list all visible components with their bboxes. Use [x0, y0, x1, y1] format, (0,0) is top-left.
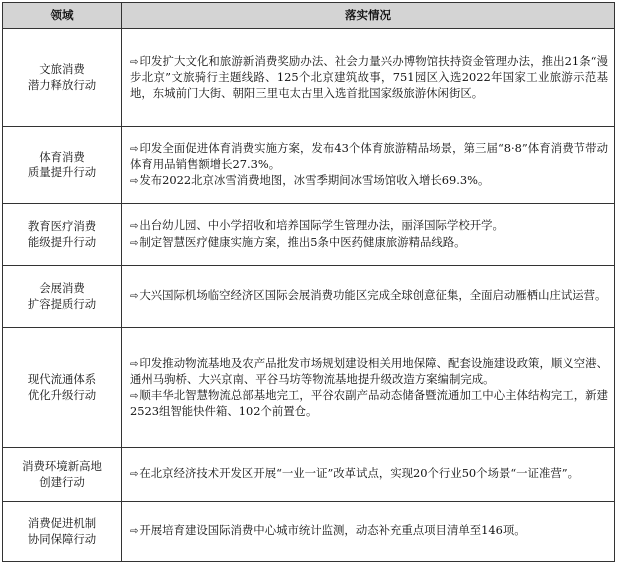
arrow-right-outline-icon: ⇨	[130, 175, 139, 187]
row-content	[122, 328, 615, 448]
list-item: ⇨印发扩大文化和旅游新消费奖励办法、社会力量兴办博物馆扶持资金管理办法，推出21条“漫步北京”文旅骑行主题线路、125个北京建筑故事，751园区入选2022年国家工业旅游示范基地，东城前门大街、朝阳三里屯太古里入选首批国家级旅游休闲街区。	[130, 54, 608, 100]
area-line: 体育消费	[39, 149, 85, 164]
list-item: ⇨发布2022北京冰雪消费地图，冰雪季期间冰雪场馆收入增长69.3%。	[130, 172, 490, 187]
row-area	[3, 448, 122, 502]
arrow-right-outline-icon: ⇨	[130, 526, 139, 538]
row-area	[3, 29, 122, 127]
arrow-right-outline-icon: ⇨	[130, 144, 139, 156]
area-line: 现代流通体系	[27, 372, 97, 387]
list-item: ⇨大兴国际机场临空经济区国际会展消费功能区完成全球创意征集，全面启动雁栖山庄试运营。	[130, 288, 607, 303]
row-area	[3, 204, 122, 266]
area-line: 协同保障行动	[27, 531, 97, 546]
table-header-row	[3, 3, 615, 29]
area-line: 教育医疗消费	[27, 219, 97, 234]
area-line: 消费促进机制	[27, 516, 97, 531]
area-line: 能级提升行动	[27, 234, 97, 249]
row-area	[3, 502, 122, 562]
row-content	[122, 204, 615, 266]
area-line: 会展消费	[39, 281, 85, 296]
area-line: 扩容提质行动	[27, 296, 97, 311]
row-content	[122, 448, 615, 502]
table-row	[3, 328, 615, 448]
table-row	[3, 502, 615, 562]
table-row	[3, 204, 615, 266]
row-area	[3, 328, 122, 448]
table-row	[3, 448, 615, 502]
row-area	[3, 266, 122, 328]
arrow-right-outline-icon: ⇨	[130, 221, 139, 233]
area-line: 优化升级行动	[27, 387, 97, 402]
arrow-right-outline-icon: ⇨	[130, 57, 139, 69]
area-line: 创建行动	[39, 474, 85, 489]
area-line: 文旅消费	[39, 62, 85, 77]
row-content	[122, 502, 615, 562]
arrow-right-outline-icon: ⇨	[130, 359, 139, 371]
table-row	[3, 127, 615, 204]
list-item: ⇨顺丰华北智慧物流总部基地完工，平谷农副产品动态储备暨流通加工中心主体结构完工，新建2523组智能快件箱、102个前置仓。	[130, 387, 608, 418]
arrow-right-outline-icon: ⇨	[130, 469, 139, 481]
table-row	[3, 29, 615, 127]
header-area: 领域	[3, 3, 122, 29]
list-item: ⇨印发全面促进体育消费实施方案，发布43个体育旅游精品场景，第三届“8·8”体育消费节带动体育用品销售额增长27.3%。	[130, 141, 608, 172]
list-item: ⇨出台幼儿园、中小学招收和培养国际学生管理办法，丽泽国际学校开学。	[130, 218, 504, 233]
arrow-right-outline-icon: ⇨	[130, 390, 139, 402]
list-item: ⇨在北京经济技术开发区开展“一业一证”改革试点，实现20个行业50个场景“一证准营”。	[130, 466, 579, 481]
measures-table	[2, 2, 615, 562]
area-line: 质量提升行动	[27, 165, 97, 179]
row-content	[122, 266, 615, 328]
area-line: 潜力释放行动	[27, 77, 97, 92]
area-line: 消费环境新高地	[22, 459, 102, 474]
row-content	[122, 29, 615, 127]
list-item: ⇨开展培育建设国际消费中心城市统计监测，动态补充重点项目清单至146项。	[130, 523, 526, 538]
list-item: ⇨制定智慧医疗健康实施方案，推出5条中医药健康旅游精品线路。	[130, 234, 466, 249]
arrow-right-outline-icon: ⇨	[130, 237, 139, 249]
table-row	[3, 266, 615, 328]
row-content	[122, 127, 615, 204]
list-item: ⇨印发推动物流基地及农产品批发市场规划建设相关用地保障、配套设施建设政策，顺义空港、通州马驹桥、大兴京南、平谷马坊等物流基地提升级改造方案编制完成。	[130, 356, 608, 387]
header-status: 落实情况	[122, 3, 615, 29]
row-area	[3, 127, 122, 204]
arrow-right-outline-icon: ⇨	[130, 291, 139, 303]
